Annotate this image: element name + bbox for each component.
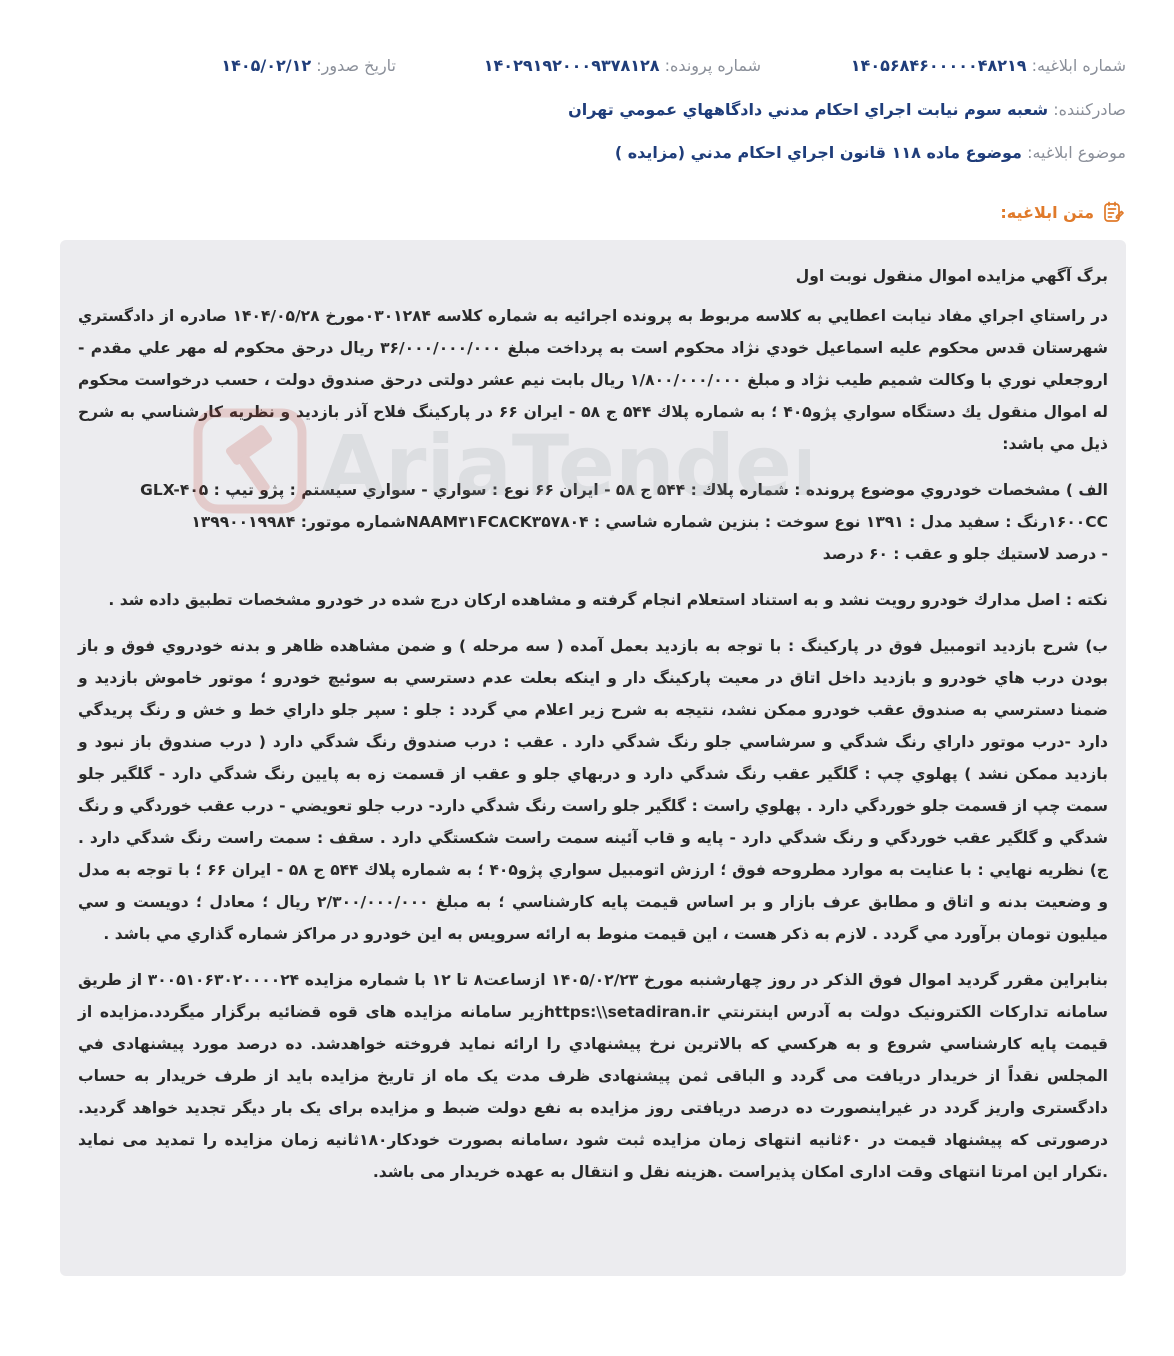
case-number-value: ۱۴۰۲۹۱۹۲۰۰۰۹۳۷۸۱۲۸	[483, 56, 660, 75]
notice-number-label: شماره ابلاغیه:	[1031, 56, 1126, 75]
notice-paragraph-auction: بنابراین مقرر گرديد اموال فوق الذكر در روز چهارشنبه مورخ ۱۴۰۵/۰۲/۲۳ ازساعت۸ تا ۱۲ با شماره مزايده ۳۰۰۵۱۰۶۳۰۲۰۰۰۰۲۴ از طريق سامانه تداركات الكترونيک دولت به آدرس اينترنتي https:\\setadiran.irزير سامانه مزايده های قوه قضائيه برگزار میگردد.مزايده از قيمت پايه كارشناسي شروع و به هركسي كه بالاترين نرخ پيشنهادي را ارائه نمايد فروخته خواهدشد. ده درصد مورد پيشنهادی في المجلس نقداً از خريدار دريافت می گردد و الباقی ثمن پيشنهادی ظرف مدت یک ماه از تاريخ مزايده بايد از طرف خريدار به حساب دادگستری واريز گردد در غيراينصورت ده درصد دريافتی روز مزايده به نفع دولت ضبط و مزايده برای یک بار ديگر تجديد خواهد گرديد. درصورتی كه پيشنهاد قيمت در ۶۰ثانيه انتهای زمان مزايده ثبت شود ،سامانه بصورت خودكار۱۸۰ثانيه زمان مزايده را تمديد می نمايد .تكرار اين امرتا انتهای وقت اداری امكان پذيراست .هزينه نقل و انتقال به عهده خريدار می باشد.	[78, 971, 1108, 1181]
notice-paragraph-note: نكته : اصل مدارك خودرو رويت نشد و به استناد استعلام انجام گرفته و مشاهده اركان درج شده در خودرو مشخصات تطبيق داده شد .	[108, 591, 1108, 609]
vehicle-specs-line: ۱۶۰۰CCرنگ : سفيد مدل : ۱۳۹۱ نوع سوخت : بنزين شماره شاسي : NAAM۳۱FC۸CK۳۵۷۸۰۴شماره موتور: ۱۳۹۹۰۰۱۹۹۸۴	[191, 513, 1108, 531]
notice-subject	[615, 143, 1126, 162]
notice-title: برگ آگهي مزايده اموال منقول نوبت اول	[795, 267, 1108, 285]
notice-content-box	[60, 240, 1126, 1276]
issue-date	[221, 56, 396, 75]
issuer	[568, 100, 1126, 119]
vehicle-specs-line: الف ) مشخصات خودروي موضوع پرونده : شماره پلاك : ۵۴۴ ج ۵۸ - ايران ۶۶ نوع : سواري - سواري سيستم : پژو تيپ : GLX-۴۰۵	[140, 481, 1108, 499]
notice-number	[851, 56, 1126, 75]
issuer-label: صادرکننده:	[1053, 100, 1126, 119]
issue-date-value: ۱۴۰۵/۰۲/۱۲	[221, 56, 312, 75]
vehicle-specs-line: - درصد لاستيك جلو و عقب : ۶۰ درصد	[822, 545, 1108, 563]
meta-row	[48, 56, 1126, 84]
notice-paragraph-intro: در راستاي اجراي مفاد نيابت اعطايي به كلاسه مربوط به پرونده اجرائيه به شماره كلاسه ۰۳۰۱۲۸۴مورخ ۱۴۰۴/۰۵/۲۸ صادره از دادگستري شهرستان قدس محكوم عليه اسماعيل خودي نژاد محكوم است به پرداخت مبلغ ۳۶/۰۰۰/۰۰۰/۰۰۰ ريال درحق محكوم له مهر علي مقدم - اروجعلي نوري با وكالت شميم طيب نژاد و مبلغ ۱/۸۰۰/۰۰۰/۰۰۰ ريال بابت نيم عشر دولتی درحق صندوق دولت ، حسب درخواست محكوم له اموال منقول يك دستگاه سواري پژو۴۰۵ ؛ به شماره پلاك ۵۴۴ ج ۵۸ - ايران ۶۶ در پاركينگ فلاح آذر بازديد و نظريه كارشناسي به شرح ذيل مي باشد:	[78, 307, 1108, 453]
issuer-value: شعبه سوم نيابت اجراي احكام مدني دادگاههاي عمومي تهران	[568, 100, 1049, 119]
notice-text-heading	[1000, 200, 1126, 224]
notice-subject-value: موضوع ماده ۱۱۸ قانون اجراي احكام مدني (مزايده )	[614, 143, 1022, 162]
notice-paragraph-inspection: ب) شرح بازديد اتومبيل فوق در پاركينگ : با توجه به بازديد بعمل آمده ( سه مرحله ) و ضمن مشاهده ظاهر و بدنه خودروي فوق و باز بودن درب هاي خودرو و بازديد داخل اتاق در معيت پاركينگ دار و اينكه بعلت عدم دسترسي به سوئيچ خودرو ؛ موتور خاموش بازديد و ضمنا دسترسي به صندوق عقب خودرو ممكن نشد، نتيجه به شرح زير اعلام مي گردد : جلو : سپر جلو داراي خط و خش و رنگ پريدگي دارد -درب موتور داراي رنگ شدگي و سرشاسي جلو رنگ شدگي دارد . عقب : درب صندوق رنگ شدگي دارد ( درب صندوق باز نبود و بازديد ممكن نشد ) پهلوي چپ : گلگير عقب رنگ شدگي دارد و دربهاي جلو و عقب از قسمت زه به پايين رنگ شدگي دارد - گلگير جلو سمت چپ از قسمت جلو خوردگي دارد . پهلوي راست : گلگير جلو راست رنگ شدگي دارد- درب جلو تعويضي - درب عقب خوردگي و رنگ شدگي و گلگير عقب خوردگي و رنگ شدگي دارد - پايه و قاب آئينه سمت راست شكستگي دارد . سقف : سمت راست رنگ شدگي دارد . ج) نظريه نهايي : با عنايت به موارد مطروحه فوق ؛ ارزش اتومبيل سواري پژو۴۰۵ ؛ به شماره پلاك ۵۴۴ ج ۵۸ - ايران ۶۶ ؛ با توجه به مدل و وضعيت بدنه و اتاق و مطابق عرف بازار و بر اساس قيمت پايه كارشناسي ؛ به مبلغ ۲/۳۰۰/۰۰۰/۰۰۰ ريال ؛ معادل ؛ دويست و سي ميليون تومان برآورد مي گردد . لازم به ذكر هست ، اين قيمت منوط به ارائه سرويس به اين خودرو در مراكز شماره گذاري مي باشد .	[78, 637, 1108, 943]
document-edit-icon	[1102, 200, 1126, 224]
notice-text-heading-label: متن ابلاغیه:	[1000, 202, 1094, 222]
vehicle-specs	[78, 474, 1108, 570]
notice-subject-label: موضوع ابلاغیه:	[1027, 143, 1126, 162]
case-number-label: شماره پرونده:	[664, 56, 761, 75]
issue-date-label: تاریخ صدور:	[316, 56, 396, 75]
case-number	[484, 56, 761, 75]
notice-number-value: ۱۴۰۵۶۸۴۶۰۰۰۰۰۴۸۲۱۹	[850, 56, 1027, 75]
